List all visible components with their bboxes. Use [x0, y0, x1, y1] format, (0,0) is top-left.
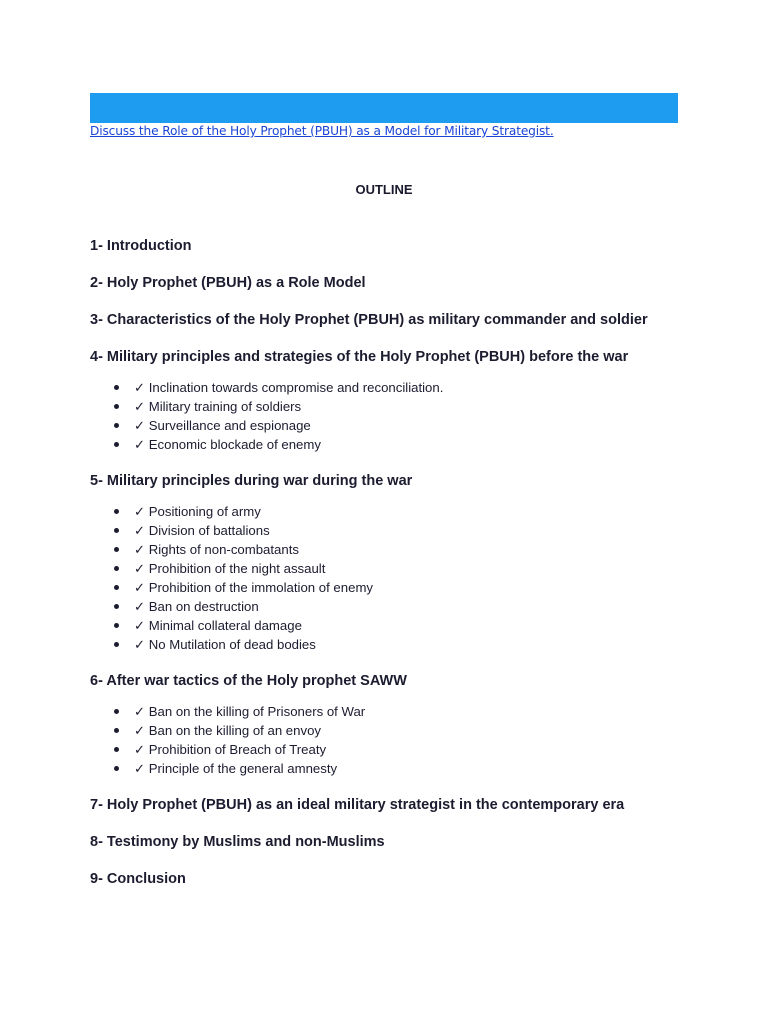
list-item: [90, 635, 710, 654]
list-item: [90, 540, 710, 559]
list-item-text: ✓ Ban on destruction: [134, 599, 259, 614]
outline-heading: OUTLINE: [355, 182, 413, 197]
section-heading: 9- Conclusion: [90, 871, 186, 887]
list-item: [90, 740, 710, 759]
bullet-dot-icon: [114, 566, 119, 571]
list-item: [90, 559, 710, 578]
list-item-text: ✓ Prohibition of Breach of Treaty: [134, 742, 327, 757]
list-item-text: ✓ Minimal collateral damage: [134, 618, 302, 633]
list-item-text: ✓ Prohibition of the immolation of enemy: [134, 580, 374, 595]
list-item-text: ✓ Inclination towards compromise and reconciliation.: [134, 380, 444, 395]
bullet-dot-icon: [114, 728, 119, 733]
list-item: [90, 578, 710, 597]
title-link[interactable]: Discuss the Role of the Holy Prophet (PBUH) as a Model for Military Strategist.: [90, 124, 554, 138]
list-item-text: ✓ Positioning of army: [134, 504, 261, 519]
list-item: [90, 378, 710, 397]
bullet-dot-icon: [114, 547, 119, 552]
bullet-dot-icon: [114, 642, 119, 647]
list-item-text: ✓ Division of battalions: [134, 523, 270, 538]
bullet-dot-icon: [114, 709, 119, 714]
list-item: [90, 521, 710, 540]
section-heading: 5- Military principles during war during the war: [90, 473, 413, 489]
list-item: [90, 759, 710, 778]
list-item-text: ✓ Economic blockade of enemy: [134, 437, 321, 452]
list-item-text: ✓ Prohibition of the night assault: [134, 561, 326, 576]
bullet-dot-icon: [114, 604, 119, 609]
outline-content: [90, 237, 710, 889]
bullet-list: [90, 502, 710, 654]
section-heading: 1- Introduction: [90, 238, 192, 254]
section-heading: 2- Holy Prophet (PBUH) as a Role Model: [90, 275, 366, 291]
bullet-dot-icon: [114, 385, 119, 390]
list-item-text: ✓ Rights of non-combatants: [134, 542, 299, 557]
bullet-dot-icon: [114, 747, 119, 752]
list-item: [90, 502, 710, 521]
list-item: [90, 416, 710, 435]
section-heading: 7- Holy Prophet (PBUH) as an ideal military strategist in the contemporary era: [90, 797, 625, 813]
bullet-dot-icon: [114, 528, 119, 533]
list-item: [90, 397, 710, 416]
bullet-dot-icon: [114, 585, 119, 590]
bullet-list: [90, 378, 710, 454]
list-item-text: ✓ Ban on the killing of Prisoners of War: [134, 704, 366, 719]
header-banner: [90, 93, 678, 123]
list-item-text: ✓ Principle of the general amnesty: [134, 761, 338, 776]
list-item: [90, 435, 710, 454]
list-item: [90, 616, 710, 635]
bullet-dot-icon: [114, 623, 119, 628]
bullet-dot-icon: [114, 442, 119, 447]
list-item-text: ✓ Ban on the killing of an envoy: [134, 723, 322, 738]
bullet-dot-icon: [114, 404, 119, 409]
section-heading: 8- Testimony by Muslims and non-Muslims: [90, 834, 385, 850]
list-item: [90, 702, 710, 721]
list-item-text: ✓ Military training of soldiers: [134, 399, 302, 414]
bullet-dot-icon: [114, 766, 119, 771]
section-heading: 6- After war tactics of the Holy prophet SAWW: [90, 673, 407, 689]
bullet-list: [90, 702, 710, 778]
section-heading: 3- Characteristics of the Holy Prophet (PBUH) as military commander and soldier: [90, 312, 648, 328]
bullet-dot-icon: [114, 509, 119, 514]
list-item-text: ✓ Surveillance and espionage: [134, 418, 311, 433]
bullet-dot-icon: [114, 423, 119, 428]
list-item-text: ✓ No Mutilation of dead bodies: [134, 637, 316, 652]
list-item: [90, 597, 710, 616]
section-heading: 4- Military principles and strategies of the Holy Prophet (PBUH) before the war: [90, 349, 629, 365]
list-item: [90, 721, 710, 740]
